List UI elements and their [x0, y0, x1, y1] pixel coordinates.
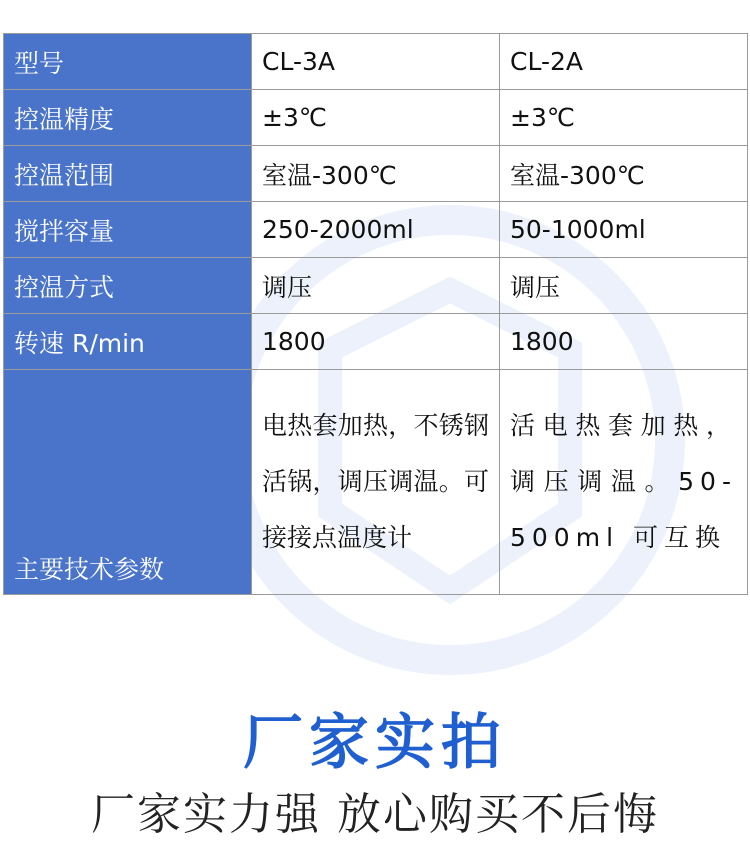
row-label: 转速 R/min	[4, 314, 252, 370]
cl3a-value: ±3℃	[252, 90, 500, 146]
cl3a-multiline-text: 电热套加热，不锈钢活锅，调压调温。可接接点温度计	[262, 411, 489, 552]
table-row	[4, 146, 748, 202]
cl2a-value: ±3℃	[500, 90, 748, 146]
table-row	[4, 202, 748, 258]
cl2a-value	[500, 370, 748, 595]
section-subtitle: 厂家实力强 放心购买不后悔	[91, 789, 659, 840]
cl2a-value: 调压	[500, 258, 748, 314]
cl2a-value: CL-2A	[500, 34, 748, 90]
table-row	[4, 370, 748, 595]
cl2a-value: 50-1000ml	[500, 202, 748, 258]
table-row	[4, 314, 748, 370]
cl3a-value: CL-3A	[252, 34, 500, 90]
table-row	[4, 258, 748, 314]
spec-table	[3, 33, 748, 595]
cl2a-value: 1800	[500, 314, 748, 370]
row-label: 控温精度	[4, 90, 252, 146]
row-label: 搅拌容量	[4, 202, 252, 258]
row-label: 主要技术参数	[4, 370, 252, 595]
cl3a-value: 室温-300℃	[252, 146, 500, 202]
cl2a-multiline-text: 活电热套加热，调压调温。50-500ml 可互换	[510, 411, 737, 552]
row-label: 控温方式	[4, 258, 252, 314]
row-label: 型号	[4, 34, 252, 90]
cl3a-value: 1800	[252, 314, 500, 370]
cl3a-value: 250-2000ml	[252, 202, 500, 258]
cl2a-value: 室温-300℃	[500, 146, 748, 202]
table-row	[4, 90, 748, 146]
cl3a-value: 调压	[252, 258, 500, 314]
row-label: 控温范围	[4, 146, 252, 202]
cl3a-value	[252, 370, 500, 595]
section-title: 厂家实拍	[243, 708, 507, 778]
table-row	[4, 34, 748, 90]
